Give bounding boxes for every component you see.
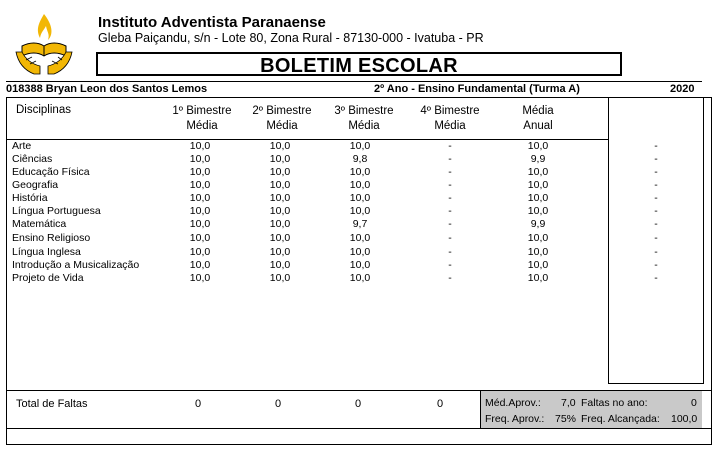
grade-extra: - <box>654 192 658 204</box>
faltas-no-ano-label: Faltas no ano: <box>581 397 648 409</box>
grade-b4: - <box>448 232 452 244</box>
grade-b2: 10,0 <box>269 218 291 230</box>
grade-b1: 10,0 <box>189 140 211 152</box>
grade-b3: 9,7 <box>352 218 368 230</box>
grade-b2: 10,0 <box>269 259 291 271</box>
header-b3-sub: Média <box>348 120 380 132</box>
grade-b4: - <box>448 140 452 152</box>
table-row <box>0 179 718 192</box>
header-media-anual <box>508 104 568 134</box>
header-bimestre-2 <box>252 104 312 134</box>
grade-extra: - <box>654 166 658 178</box>
grade-b4: - <box>448 166 452 178</box>
table-row <box>0 140 718 153</box>
header-ma-sub: Anual <box>523 120 553 132</box>
header-ma-title: Média <box>522 105 554 117</box>
header-b4-title: 4º Bimestre <box>420 105 480 117</box>
grade-b1: 10,0 <box>189 153 211 165</box>
faltas-no-ano-value: 0 <box>691 397 697 409</box>
student-course: 2º Ano - Ensino Fundamental (Turma A) <box>374 83 580 95</box>
school-logo <box>12 10 76 80</box>
discipline-name: Ensino Religioso <box>12 232 91 244</box>
discipline-name: Projeto de Vida <box>12 272 84 284</box>
grade-media-anual: 10,0 <box>527 166 549 178</box>
grade-b1: 10,0 <box>189 259 211 271</box>
grade-b2: 10,0 <box>269 153 291 165</box>
grade-media-anual: 10,0 <box>527 232 549 244</box>
grade-b1: 10,0 <box>189 192 211 204</box>
grade-media-anual: 10,0 <box>527 246 549 258</box>
grade-b3: 10,0 <box>349 179 371 191</box>
discipline-name: Introdução a Musicalização <box>12 259 140 271</box>
grade-b3: 9,8 <box>352 153 368 165</box>
grade-b2: 10,0 <box>269 205 291 217</box>
institution-address: Gleba Paiçandu, s/n - Lote 80, Zona Rural - 87130-000 - Ivatuba - PR <box>98 31 484 45</box>
discipline-name: Língua Portuguesa <box>12 205 101 217</box>
header-b1-title: 1º Bimestre <box>172 105 232 117</box>
grade-extra: - <box>654 272 658 284</box>
grade-b4: - <box>448 246 452 258</box>
table-row <box>0 232 718 245</box>
discipline-name: Educação Física <box>12 166 90 178</box>
grade-b3: 10,0 <box>349 272 371 284</box>
grade-extra: - <box>654 246 658 258</box>
grade-b3: 10,0 <box>349 166 371 178</box>
freq-alcancada-value: 100,0 <box>671 413 698 425</box>
grade-extra: - <box>654 179 658 191</box>
grade-b4: - <box>448 153 452 165</box>
grade-b3: 10,0 <box>349 232 371 244</box>
freq-alcancada-label: Freq. Alcançada: <box>581 413 660 425</box>
grade-b1: 10,0 <box>189 272 211 284</box>
grade-media-anual: 9,9 <box>530 153 546 165</box>
grade-b1: 10,0 <box>189 166 211 178</box>
discipline-name: História <box>12 192 48 204</box>
table-row <box>0 246 718 259</box>
med-aprov-value: 7,0 <box>561 397 576 409</box>
grade-b1: 10,0 <box>189 232 211 244</box>
total-faltas-label: Total de Faltas <box>16 398 88 410</box>
header-bimestre-1 <box>172 104 232 134</box>
grade-b1: 10,0 <box>189 246 211 258</box>
header-b3-title: 3º Bimestre <box>334 105 394 117</box>
faltas-b3: 0 <box>354 398 362 410</box>
grade-b3: 10,0 <box>349 140 371 152</box>
grade-b4: - <box>448 179 452 191</box>
document-title: BOLETIM ESCOLAR <box>260 55 458 77</box>
header-b2-sub: Média <box>266 120 298 132</box>
grade-b4: - <box>448 205 452 217</box>
grade-extra: - <box>654 218 658 230</box>
grade-media-anual: 9,9 <box>530 218 546 230</box>
faltas-b4: 0 <box>436 398 444 410</box>
grade-extra: - <box>654 153 658 165</box>
title-box <box>96 52 622 76</box>
grade-b1: 10,0 <box>189 179 211 191</box>
discipline-name: Matemática <box>12 218 67 230</box>
header-b2-title: 2º Bimestre <box>252 105 312 117</box>
grade-b1: 10,0 <box>189 205 211 217</box>
grade-b4: - <box>448 259 452 271</box>
grade-b2: 10,0 <box>269 140 291 152</box>
grade-b1: 10,0 <box>189 218 211 230</box>
faltas-b2: 0 <box>274 398 282 410</box>
med-aprov-label: Méd.Aprov.: <box>485 397 541 409</box>
header-disciplinas: Disciplinas <box>16 104 71 116</box>
grade-b4: - <box>448 192 452 204</box>
table-row <box>0 259 718 272</box>
grade-b2: 10,0 <box>269 272 291 284</box>
grade-media-anual: 10,0 <box>527 179 549 191</box>
grade-extra: - <box>654 259 658 271</box>
header-bimestre-4 <box>418 104 482 134</box>
table-row <box>0 205 718 218</box>
header-bimestre-3 <box>334 104 394 134</box>
grade-b3: 10,0 <box>349 246 371 258</box>
grade-extra: - <box>654 140 658 152</box>
grade-b4: - <box>448 272 452 284</box>
grade-b2: 10,0 <box>269 166 291 178</box>
grade-b3: 10,0 <box>349 192 371 204</box>
table-row <box>0 153 718 166</box>
grade-media-anual: 10,0 <box>527 272 549 284</box>
table-row <box>0 272 718 285</box>
discipline-name: Ciências <box>12 153 53 165</box>
table-row <box>0 192 718 205</box>
grade-b2: 10,0 <box>269 232 291 244</box>
discipline-name: Geografia <box>12 179 59 191</box>
discipline-name: Arte <box>12 140 32 152</box>
summary-stats-box <box>480 391 702 428</box>
grade-b4: - <box>448 218 452 230</box>
grade-b2: 10,0 <box>269 246 291 258</box>
footer-divider-bottom <box>6 428 712 429</box>
grade-b2: 10,0 <box>269 179 291 191</box>
grade-extra: - <box>654 232 658 244</box>
grade-media-anual: 10,0 <box>527 192 549 204</box>
discipline-name: Língua Inglesa <box>12 246 81 258</box>
grade-media-anual: 10,0 <box>527 205 549 217</box>
grade-extra: - <box>654 205 658 217</box>
grade-b3: 10,0 <box>349 205 371 217</box>
freq-aprov-label: Freq. Aprov.: <box>485 413 545 425</box>
grade-media-anual: 10,0 <box>527 140 549 152</box>
table-row <box>0 166 718 179</box>
faltas-b1: 0 <box>194 398 202 410</box>
table-row <box>0 218 718 231</box>
school-year: 2020 <box>670 83 695 95</box>
grade-media-anual: 10,0 <box>527 259 549 271</box>
header-b4-sub: Média <box>434 120 466 132</box>
header-b1-sub: Média <box>186 120 218 132</box>
grade-b2: 10,0 <box>269 192 291 204</box>
institution-name: Instituto Adventista Paranaense <box>98 14 326 31</box>
grade-b3: 10,0 <box>349 259 371 271</box>
student-name: 018388 Bryan Leon dos Santos Lemos <box>6 83 208 95</box>
freq-aprov-value: 75% <box>555 413 577 425</box>
